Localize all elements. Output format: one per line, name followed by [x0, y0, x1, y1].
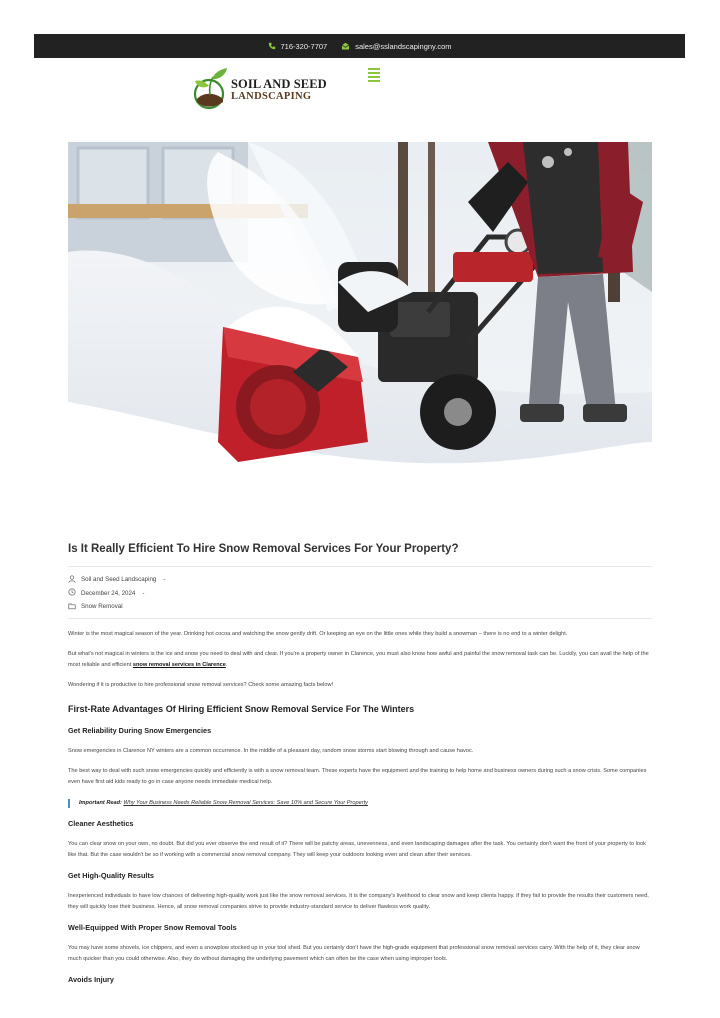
- subheading-equipment: Well-Equipped With Proper Snow Removal Tools: [68, 923, 237, 932]
- equipment-paragraph: You may have some shovels, ice chippers, and even a snowplow stocked up in your tool shed. But you certainly don't have the high-grade equipment that professional snow removal services carry. With the help of it, they clear snow much quicker than you could otherwise. Also, they do without damaging the underlying pavement which can often be the case when using improper tools.: [68, 945, 640, 962]
- user-icon: [68, 575, 76, 585]
- hamburger-menu-icon[interactable]: [368, 68, 380, 80]
- important-read-callout: [68, 799, 652, 808]
- phone-number: 716-320-7707: [280, 41, 328, 51]
- paragraph-text-end: .: [225, 661, 228, 668]
- post-meta: [68, 573, 652, 614]
- logo-subtitle: LANDSCAPING: [231, 90, 312, 102]
- subheading-quality: Get High-Quality Results: [68, 871, 154, 880]
- intro-paragraph: Winter is the most magical season of the year. Drinking hot cocoa and watching the snow gently drift. Or keeping an eye on the little ones while they build a snowman – there is no end to a winter delight.: [68, 630, 568, 637]
- top-contact-bar: [34, 34, 685, 58]
- hero-image: [68, 142, 652, 532]
- email-link[interactable]: [341, 42, 451, 51]
- site-header: [0, 58, 720, 138]
- paragraph-text: But what's not magical in winters is the ice and snow you need to deal with and clear. If you're a property owner in Clarence, you must also know how awful and painful the snow removal task can be. Luckily, you can avail the help of the most reliable and efficient: [68, 651, 649, 668]
- clock-icon: [68, 588, 76, 598]
- folder-icon: [68, 602, 76, 612]
- reliability-paragraph-1: Snow emergencies in Clarence NY winters are a common occurrence. In the middle of a pleasant day, random snow storms start blowing through and cause havoc.: [68, 747, 474, 754]
- email-icon: [341, 42, 350, 50]
- meta-separator: -: [142, 589, 145, 597]
- site-logo[interactable]: [193, 67, 328, 113]
- important-read-link[interactable]: Why Your Business Needs Reliable Snow Removal Services: Save 10% and Secure Your Property: [123, 800, 368, 806]
- meta-divider: [68, 618, 652, 619]
- quality-paragraph: Inexperienced individuals to have low chances of delivering high-quality work just like the snow removal services. It is the company's livelihood to clear snow and keep clients happy. If they fail to provide the results their customers need, they will quickly lose their business. Hence, all snow removal companies strive to provide industry-standard service to deliver flawless work quality.: [68, 893, 649, 910]
- aesthetics-paragraph: You can clear snow on your own, no doubt. But did you ever observe the end result of it? There will be patchy areas, unevenness, and even landscaping damages after the task. You certainly don't want the front of your property to look like that. But the case wouldn't be so if working with a commercial snow removal company. They will keep your outdoors looking even and clean after their services.: [68, 841, 646, 858]
- subheading-aesthetics: Cleaner Aesthetics: [68, 819, 134, 828]
- wondering-paragraph: Wondering if it is productive to hire professional snow removal services? Check some amazing facts below!: [68, 682, 334, 688]
- clarence-paragraph: [68, 649, 652, 670]
- phone-link[interactable]: [268, 42, 328, 51]
- email-address: sales@sslandscapingny.com: [355, 41, 452, 51]
- phone-icon: [268, 42, 276, 50]
- post-content: [68, 538, 652, 985]
- section-heading: First-Rate Advantages Of Hiring Efficient Snow Removal Service For The Winters: [68, 703, 415, 714]
- category-link[interactable]: Snow Removal: [81, 603, 123, 611]
- meta-category: [68, 600, 652, 614]
- important-read-label: Important Read:: [79, 800, 122, 806]
- meta-date: [68, 587, 652, 601]
- reliability-paragraph-2: The best way to deal with such snow emergencies quickly and efficiently is with a snow removal team. These experts have the equipment and the training to help home and business owners during such a snow crisis. Some companies even have first aid kids ready to go in case anyone needs immediate medical help.: [68, 768, 647, 785]
- post-date: December 24, 2024: [81, 589, 136, 597]
- post-title: Is It Really Efficient To Hire Snow Removal Services For Your Property?: [68, 543, 459, 555]
- logo-leaf-icon: [193, 66, 229, 115]
- author-link[interactable]: Soil and Seed Landscaping: [81, 576, 157, 584]
- snow-removal-services-link[interactable]: snow removal services in Clarence: [132, 661, 226, 668]
- meta-separator: -: [163, 576, 166, 584]
- subheading-injury: Avoids Injury: [68, 975, 114, 984]
- title-divider: [68, 566, 652, 567]
- meta-author: [68, 573, 652, 587]
- subheading-reliability: Get Reliability During Snow Emergencies: [68, 725, 212, 735]
- logo-title: SOIL AND SEED: [231, 77, 327, 91]
